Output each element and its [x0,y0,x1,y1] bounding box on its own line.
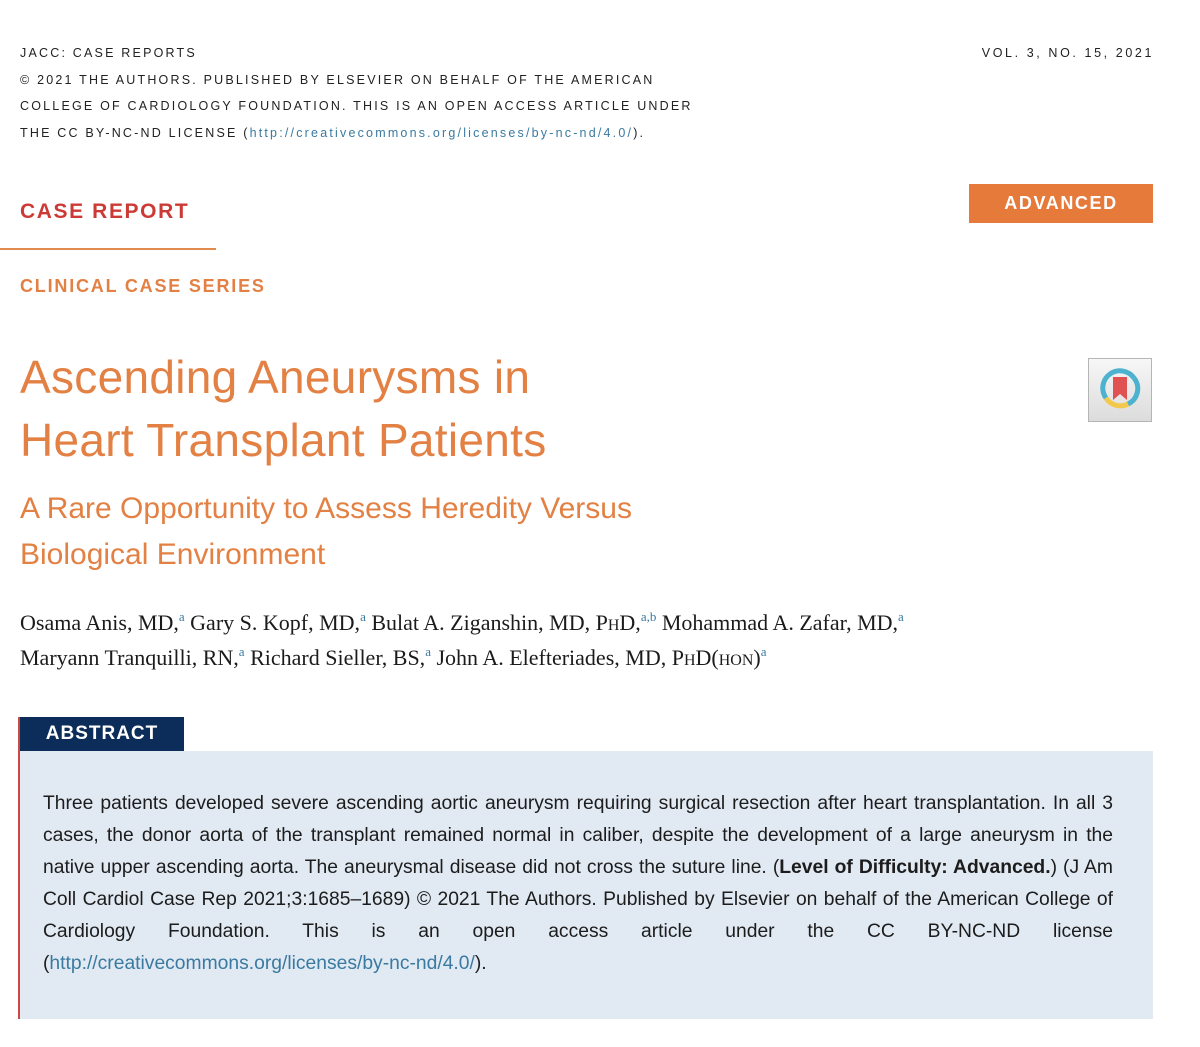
title-line-2: Heart Transplant Patients [20,414,547,466]
affiliation-marker[interactable]: a [898,609,904,624]
article-subtitle [20,486,632,578]
affiliation-marker[interactable]: a [760,644,767,659]
license-suffix: ). [633,125,646,140]
license-prefix: THE CC BY-NC-ND LICENSE ( [20,125,250,140]
abstract-heading: ABSTRACT [20,717,184,751]
copyright-line-1: © 2021 THE AUTHORS. PUBLISHED BY ELSEVIER ON BEHALF OF THE AMERICAN [20,72,655,87]
affiliation-marker[interactable]: a [238,644,245,659]
crossmark-button[interactable] [1088,358,1152,422]
affiliation-marker[interactable]: a [178,609,185,624]
license-link[interactable]: http://creativecommons.org/licenses/by-nc-nd/4.0/ [249,125,634,140]
title-line-1: Ascending Aneurysms in [20,351,531,403]
author[interactable]: Maryann Tranquilli, RN,$^a$ [20,644,245,670]
affiliation-marker[interactable]: a [425,644,431,659]
affiliation-marker[interactable]: a,b [640,609,657,624]
author[interactable]: Richard Sieller, BS,$^a$ [250,644,431,670]
author-line-2 [20,642,904,677]
series-label: CLINICAL CASE SERIES [20,276,266,296]
section-divider [0,248,216,250]
author[interactable]: Osama Anis, MD,$^a$ [20,609,185,635]
volume-info: VOL. 3, NO. 15, 2021 [981,46,1154,60]
copyright-line-2: COLLEGE OF CARDIOLOGY FOUNDATION. THIS IS AN OPEN ACCESS ARTICLE UNDER [20,99,693,113]
author[interactable]: Gary S. Kopf, MD,$^a$ [190,609,366,635]
abstract-text: Three patients developed severe ascending aortic aneurysm requiring surgical resection after heart transplantation. In all 3 cases, the donor aorta of the transplant remained normal in caliber, despite the development of a large aneurysm in the native upper ascending aorta. The aneurysmal disease did not cross the suture line. (Level of Difficulty: Advanced.) (J Am Coll Cardiol Case Rep 2021;3:1685–1689) © 2021 The Authors. Published by Elsevier on behalf of the American College of Cardiology Foundation. This is an open access article under the CC BY-NC-ND license (http://creativecommons.org/licenses/by-nc-nd/4.0/). [43,793,1113,974]
author-list [20,607,904,677]
article-type: CASE REPORT [20,200,190,223]
article-title [20,346,547,472]
difficulty-badge: ADVANCED [969,184,1153,223]
subtitle-line-1: A Rare Opportunity to Assess Heredity Versus [20,492,632,525]
affiliation-marker[interactable]: a [360,609,366,624]
subtitle-line-2: Biological Environment [20,538,326,571]
journal-meta [20,40,693,146]
difficulty-level: Level of Difficulty: Advanced. [779,857,1051,878]
abstract-license-link[interactable]: http://creativecommons.org/licenses/by-nc-nd/4.0/ [49,953,475,974]
author[interactable]: John A. Elefteriades, MD, PHD(HON)$^a$ [436,644,767,670]
crossmark-bookmark-icon [1098,368,1142,412]
abstract-accent-bar [18,717,20,1019]
copyright-line-3 [20,120,693,147]
author-line-1 [20,607,904,642]
journal-name: JACC: CASE REPORTS [20,46,197,60]
author[interactable]: Bulat A. Ziganshin, MD, PHD,$^{a,b}$ [371,609,657,635]
author[interactable]: Mohammad A. Zafar, MD,$^a$ [661,609,904,635]
